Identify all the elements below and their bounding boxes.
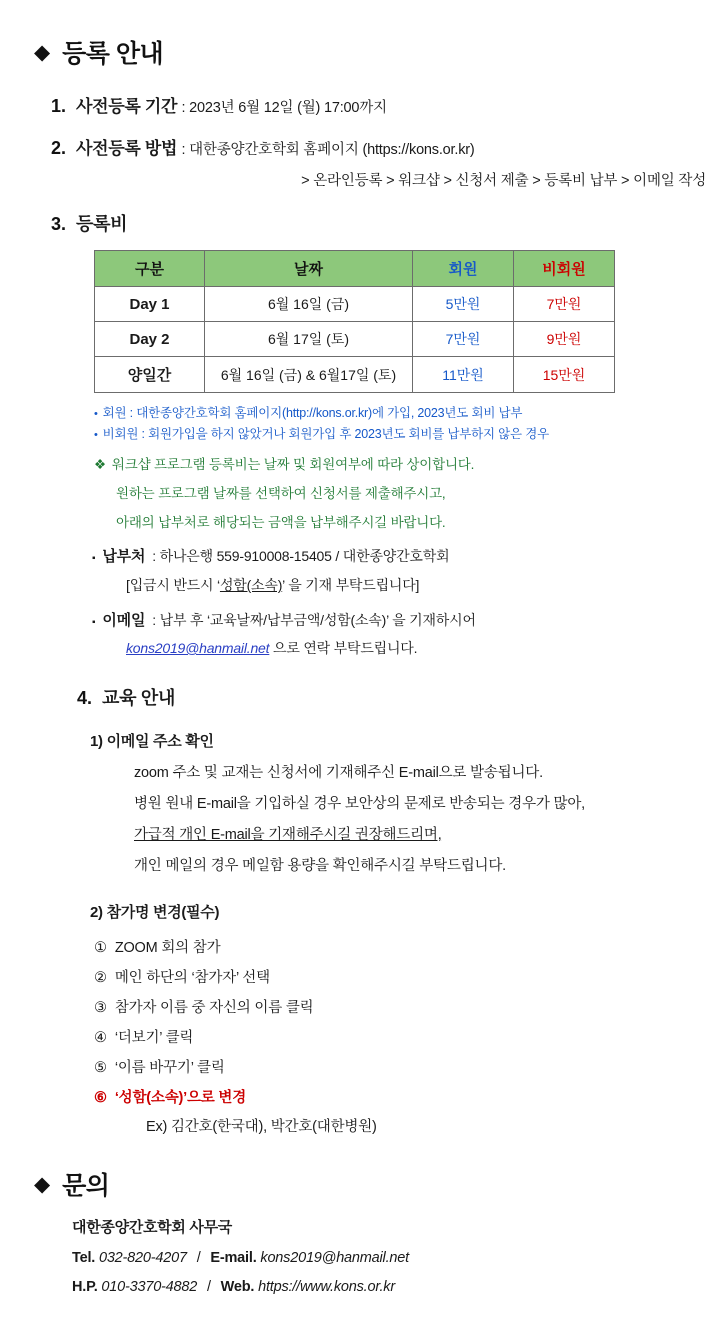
list-item — [94, 966, 720, 987]
contact-web-value[interactable]: https://www.kons.or.kr — [258, 1279, 395, 1295]
deposit-note-suffix: ’ 을 기재 부탁드립니다] — [282, 577, 420, 593]
fee-notes — [94, 403, 720, 531]
list-number: 2. — [50, 138, 66, 158]
contact-organization: 대한종양간호학회 사무국 — [72, 1219, 232, 1236]
flower-bullet-icon: ❖ — [94, 457, 106, 472]
contact-hp-label: H.P. — [72, 1279, 98, 1295]
contact-row — [72, 1279, 720, 1295]
note-nonmember — [94, 424, 720, 442]
payment-email-address-row — [126, 638, 720, 658]
list-item — [44, 134, 720, 159]
col-header-category: 구분 — [95, 251, 205, 287]
page-title: 등록 안내 — [62, 40, 164, 68]
education-line: zoom 주소 및 교재는 신청서에 기재해주신 E-mail으로 발송됩니다. — [134, 765, 543, 781]
list-number: 1. — [50, 96, 66, 116]
step-text: ‘이름 바꾸기’ 클릭 — [114, 1060, 225, 1076]
cell-nonmember-fee: 7만원 — [514, 287, 615, 322]
cell-nonmember-fee: 9만원 — [514, 322, 615, 357]
step-text: 참가자 이름 중 자신의 이름 클릭 — [114, 1000, 314, 1016]
list-number: 4. — [76, 688, 92, 708]
contact-email-label: E-mail. — [210, 1250, 257, 1266]
education-heading — [70, 684, 720, 710]
list-item — [94, 996, 720, 1017]
payment-account-value: : 하나은행 559-910008-15405 / 대한종양간호학회 — [152, 548, 450, 564]
list-body — [76, 134, 475, 159]
list-item — [94, 1026, 720, 1047]
cell-date: 6월 16일 (금) & 6월17일 (토) — [205, 357, 413, 393]
step-text: 메인 하단의 ‘참가자’ 선택 — [114, 970, 270, 986]
deposit-note-prefix: [입금시 반드시 ‘ — [126, 577, 220, 593]
cell-category: Day 1 — [95, 287, 205, 322]
contact-web-label: Web. — [220, 1279, 255, 1295]
square-bullet-icon: ▪ — [92, 617, 96, 628]
cell-date: 6월 16일 (금) — [205, 287, 413, 322]
fee-label: 등록비 — [76, 214, 128, 234]
separator: / — [196, 1250, 201, 1266]
education-title: 교육 안내 — [102, 688, 176, 708]
note-text: 비회원 : 회원가입을 하지 않았거나 회원가입 후 2023년도 회비를 납부하지 않은 경우 — [102, 427, 549, 441]
circle-number-icon: ④ — [94, 1030, 107, 1046]
preregistration-method-label: 사전등록 방법 — [76, 139, 178, 158]
step-text: ‘더보기’ 클릭 — [114, 1030, 194, 1046]
square-bullet-icon: ▪ — [92, 553, 96, 564]
note-member — [94, 403, 720, 421]
fee-table — [94, 250, 615, 393]
contact-email-value[interactable]: kons2019@hanmail.net — [260, 1250, 409, 1266]
bullet-icon: • — [94, 408, 98, 420]
payment-email-label: 이메일 — [102, 612, 146, 629]
circle-number-icon: ② — [94, 970, 107, 986]
separator: / — [206, 1279, 211, 1295]
payment-deposit-note — [126, 575, 720, 595]
payment-email-row — [92, 609, 720, 630]
cell-category: 양일간 — [95, 357, 205, 393]
email-suffix-text: 으로 연락 부탁드립니다. — [269, 640, 418, 656]
list-item — [94, 1086, 720, 1107]
list-item — [44, 92, 720, 117]
list-body — [76, 92, 387, 117]
note-text: 회원 : 대한종양간호학회 홈페이지(http://kons.or.kr)에 가입, 2023년도 회비 납부 — [102, 406, 523, 420]
preregistration-period-label: 사전등록 기간 — [76, 97, 178, 116]
contact-tel-value: 032-820-4207 — [98, 1250, 187, 1266]
cell-member-fee: 11만원 — [413, 357, 514, 393]
education-line: 개인 메일의 경우 메일함 용량을 확인해주시길 부탁드립니다. — [134, 858, 506, 874]
list-body — [76, 210, 127, 236]
diamond-icon: ◆ — [34, 40, 51, 64]
cell-category: Day 2 — [95, 322, 205, 357]
col-header-member: 회원 — [413, 251, 514, 287]
note-green-line: 원하는 프로그램 날짜를 선택하여 신청서를 제출해주시고, — [116, 486, 446, 501]
contact-hp-value: 010-3370-4882 — [101, 1279, 198, 1295]
education-line — [134, 823, 720, 844]
education-example: Ex) 김간호(한국대), 박간호(대한병원) — [146, 1119, 377, 1135]
education-sub1-title: 1) 이메일 주소 확인 — [90, 733, 214, 750]
table-row — [95, 357, 615, 393]
contact-title: 문의 — [62, 1172, 110, 1200]
payment-email-value: : 납부 후 ‘교육날짜/납부금액/성함(소속)’ 을 기재하시어 — [152, 612, 476, 628]
education-line: 병원 원내 E-mail을 기입하실 경우 보안상의 문제로 반송되는 경우가 많아, — [134, 796, 585, 812]
note-text: 워크샵 프로그램 등록비는 날짜 및 회원여부에 따라 상이합니다. — [111, 457, 475, 472]
deposit-note-emphasis: 성함(소속) — [219, 577, 283, 593]
registration-heading — [34, 34, 720, 70]
cell-date: 6월 17일 (토) — [205, 322, 413, 357]
email-link[interactable]: kons2019@hanmail.net — [126, 640, 270, 656]
circle-number-icon: ① — [94, 940, 107, 956]
bullet-icon: • — [94, 429, 98, 441]
table-row — [95, 287, 615, 322]
table-header-row — [95, 251, 615, 287]
registration-path-steps: > 온라인등록 > 워크샵 > 신청서 제출 > 등록비 납부 > 이메일 작성 — [301, 173, 706, 189]
contact-row — [72, 1250, 720, 1266]
step-text: ZOOM 회의 참가 — [114, 940, 221, 956]
cell-member-fee: 7만원 — [413, 322, 514, 357]
list-number: 3. — [50, 214, 66, 234]
circle-number-icon: ③ — [94, 1000, 107, 1016]
bottom-spacer — [34, 1295, 720, 1325]
col-header-date: 날짜 — [205, 251, 413, 287]
table-row — [95, 322, 615, 357]
diamond-icon: ◆ — [34, 1172, 51, 1196]
cell-member-fee: 5만원 — [413, 287, 514, 322]
step-text: ‘성함(소속)’으로 변경 — [114, 1090, 247, 1106]
col-header-nonmember: 비회원 — [514, 251, 615, 287]
list-item — [94, 936, 720, 957]
circle-number-icon: ⑤ — [94, 1060, 107, 1076]
fee-table-wrapper — [94, 250, 720, 393]
payment-account-row — [92, 545, 720, 566]
note-green-line: 아래의 납부처로 해당되는 금액을 납부해주시길 바랍니다. — [116, 515, 446, 530]
cell-nonmember-fee: 15만원 — [514, 357, 615, 393]
education-sub2-title: 2) 참가명 변경(필수) — [90, 904, 220, 921]
note-workshop-fee — [94, 453, 720, 473]
list-item — [44, 210, 720, 236]
payment-account-label: 납부처 — [102, 548, 146, 565]
preregistration-method-value: : 대한종양간호학회 홈페이지 (https://kons.or.kr) — [181, 142, 475, 158]
contact-section — [0, 1136, 720, 1325]
education-line-underlined: 가급적 개인 E-mail을 기재해주시길 권장해드리며, — [134, 827, 442, 843]
preregistration-period-value: : 2023년 6월 12일 (월) 17:00까지 — [181, 100, 387, 116]
circle-number-icon: ⑥ — [94, 1090, 107, 1106]
contact-heading — [34, 1166, 720, 1202]
list-item — [94, 1056, 720, 1077]
contact-tel-label: Tel. — [72, 1250, 96, 1266]
